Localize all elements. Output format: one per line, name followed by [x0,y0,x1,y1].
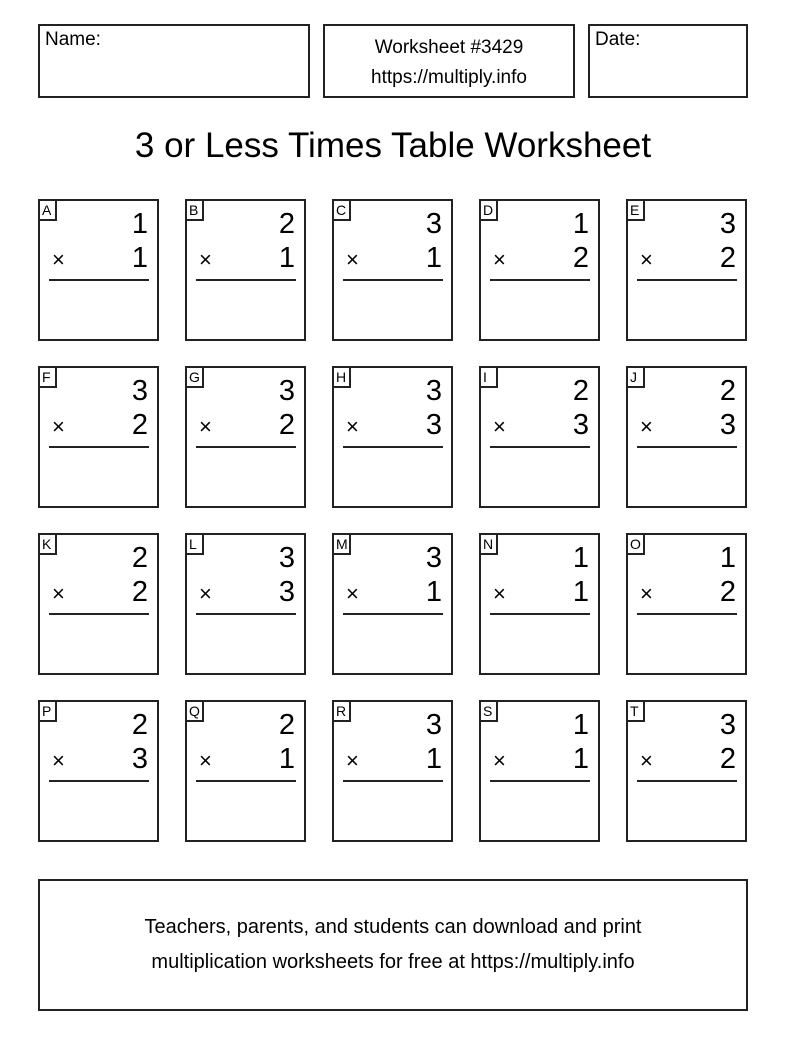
multiplier: 1 [425,743,442,775]
problem-letter: J [626,366,645,388]
multiplier: 3 [425,409,442,441]
multiplicand: 3 [425,709,442,741]
worksheet-info-box [323,24,575,98]
multiply-sign: × [346,581,359,606]
multiplicand: 3 [278,542,295,574]
multiplicand: 2 [572,375,589,407]
multiplicand: 3 [425,375,442,407]
problem-letter: S [479,700,498,722]
problem-card[interactable] [479,366,600,508]
multiply-sign: × [52,414,65,439]
multiply-sign: × [199,247,212,272]
answer-line [49,446,149,448]
multiplicand: 3 [719,208,736,240]
multiply-sign: × [52,748,65,773]
multiplier: 2 [719,242,736,274]
multiplicand: 1 [572,542,589,574]
multiplicand: 1 [131,208,148,240]
multiplicand: 3 [425,542,442,574]
multiplier: 2 [131,576,148,608]
problem-letter: I [479,366,498,388]
problem-card[interactable] [332,533,453,675]
multiply-sign: × [199,748,212,773]
multiplicand: 1 [572,208,589,240]
multiplier: 1 [572,576,589,608]
answer-line [490,446,590,448]
problem-letter: Q [185,700,204,722]
multiplicand: 2 [131,709,148,741]
multiplicand: 2 [719,375,736,407]
footer-line-2: multiplication worksheets for free at https://multiply.info [151,951,635,973]
multiply-sign: × [640,414,653,439]
problem-letter: F [38,366,57,388]
problem-card[interactable] [479,199,600,341]
answer-line [196,613,296,615]
multiply-sign: × [640,748,653,773]
answer-line [196,780,296,782]
answer-line [637,780,737,782]
problem-letter: B [185,199,204,221]
answer-line [49,613,149,615]
answer-line [49,279,149,281]
multiply-sign: × [346,247,359,272]
answer-line [343,279,443,281]
worksheet-number: Worksheet #3429 [374,37,524,58]
problem-letter: D [479,199,498,221]
multiply-sign: × [493,748,506,773]
answer-line [343,613,443,615]
multiplier: 3 [278,576,295,608]
multiplier: 3 [719,409,736,441]
problem-letter: L [185,533,204,555]
multiplier: 2 [278,409,295,441]
problem-letter: K [38,533,57,555]
multiply-sign: × [640,581,653,606]
problem-card[interactable] [38,533,159,675]
answer-line [343,780,443,782]
multiplier: 3 [572,409,589,441]
footer-note [38,879,748,1011]
multiplicand: 3 [425,208,442,240]
multiplier: 1 [425,576,442,608]
date-label: Date: [595,29,641,50]
multiplicand: 2 [278,208,295,240]
multiply-sign: × [52,581,65,606]
multiply-sign: × [52,247,65,272]
answer-line [490,780,590,782]
problem-letter: P [38,700,57,722]
footer-line-1: Teachers, parents, and students can download and print [144,916,642,938]
website-url: https://multiply.info [371,67,527,88]
problem-card[interactable] [185,533,306,675]
problem-card[interactable] [38,366,159,508]
answer-line [490,613,590,615]
answer-line [343,446,443,448]
multiplicand: 3 [278,375,295,407]
date-field[interactable] [588,24,748,98]
problem-card[interactable] [626,199,747,341]
problem-letter: A [38,199,57,221]
problem-letter: O [626,533,645,555]
problem-card[interactable] [38,700,159,842]
multiplier: 1 [278,242,295,274]
problem-card[interactable] [332,366,453,508]
answer-line [490,279,590,281]
answer-line [49,780,149,782]
multiplier: 2 [131,409,148,441]
problem-card[interactable] [332,700,453,842]
problem-card[interactable] [38,199,159,341]
multiplicand: 2 [131,542,148,574]
problem-card[interactable] [479,533,600,675]
multiplier: 1 [131,242,148,274]
problem-card[interactable] [185,700,306,842]
multiply-sign: × [493,247,506,272]
multiplier: 2 [719,576,736,608]
answer-line [196,279,296,281]
problem-letter: E [626,199,645,221]
name-field[interactable] [38,24,310,98]
multiply-sign: × [199,414,212,439]
multiply-sign: × [493,581,506,606]
multiplier: 2 [572,242,589,274]
problem-card[interactable] [479,700,600,842]
multiply-sign: × [493,414,506,439]
answer-line [196,446,296,448]
problem-card[interactable] [626,700,747,842]
problem-card[interactable] [185,199,306,341]
multiplier: 3 [131,743,148,775]
multiplier: 1 [425,242,442,274]
multiplier: 2 [719,743,736,775]
problem-card[interactable] [185,366,306,508]
multiplicand: 2 [278,709,295,741]
problem-card[interactable] [626,533,747,675]
multiplier: 1 [278,743,295,775]
answer-line [637,613,737,615]
multiply-sign: × [346,748,359,773]
multiply-sign: × [640,247,653,272]
problem-letter: T [626,700,645,722]
answer-line [637,279,737,281]
problem-letter: H [332,366,351,388]
problem-card[interactable] [626,366,747,508]
problem-letter: N [479,533,498,555]
problem-card[interactable] [332,199,453,341]
multiplicand: 1 [719,542,736,574]
problem-letter: G [185,366,204,388]
multiplicand: 1 [572,709,589,741]
answer-line [637,446,737,448]
multiplier: 1 [572,743,589,775]
multiply-sign: × [199,581,212,606]
problem-letter: R [332,700,351,722]
name-label: Name: [45,29,101,50]
multiply-sign: × [346,414,359,439]
page-title: 3 or Less Times Table Worksheet [134,126,652,165]
multiplicand: 3 [719,709,736,741]
problem-letter: M [332,533,351,555]
multiplicand: 3 [131,375,148,407]
problem-letter: C [332,199,351,221]
